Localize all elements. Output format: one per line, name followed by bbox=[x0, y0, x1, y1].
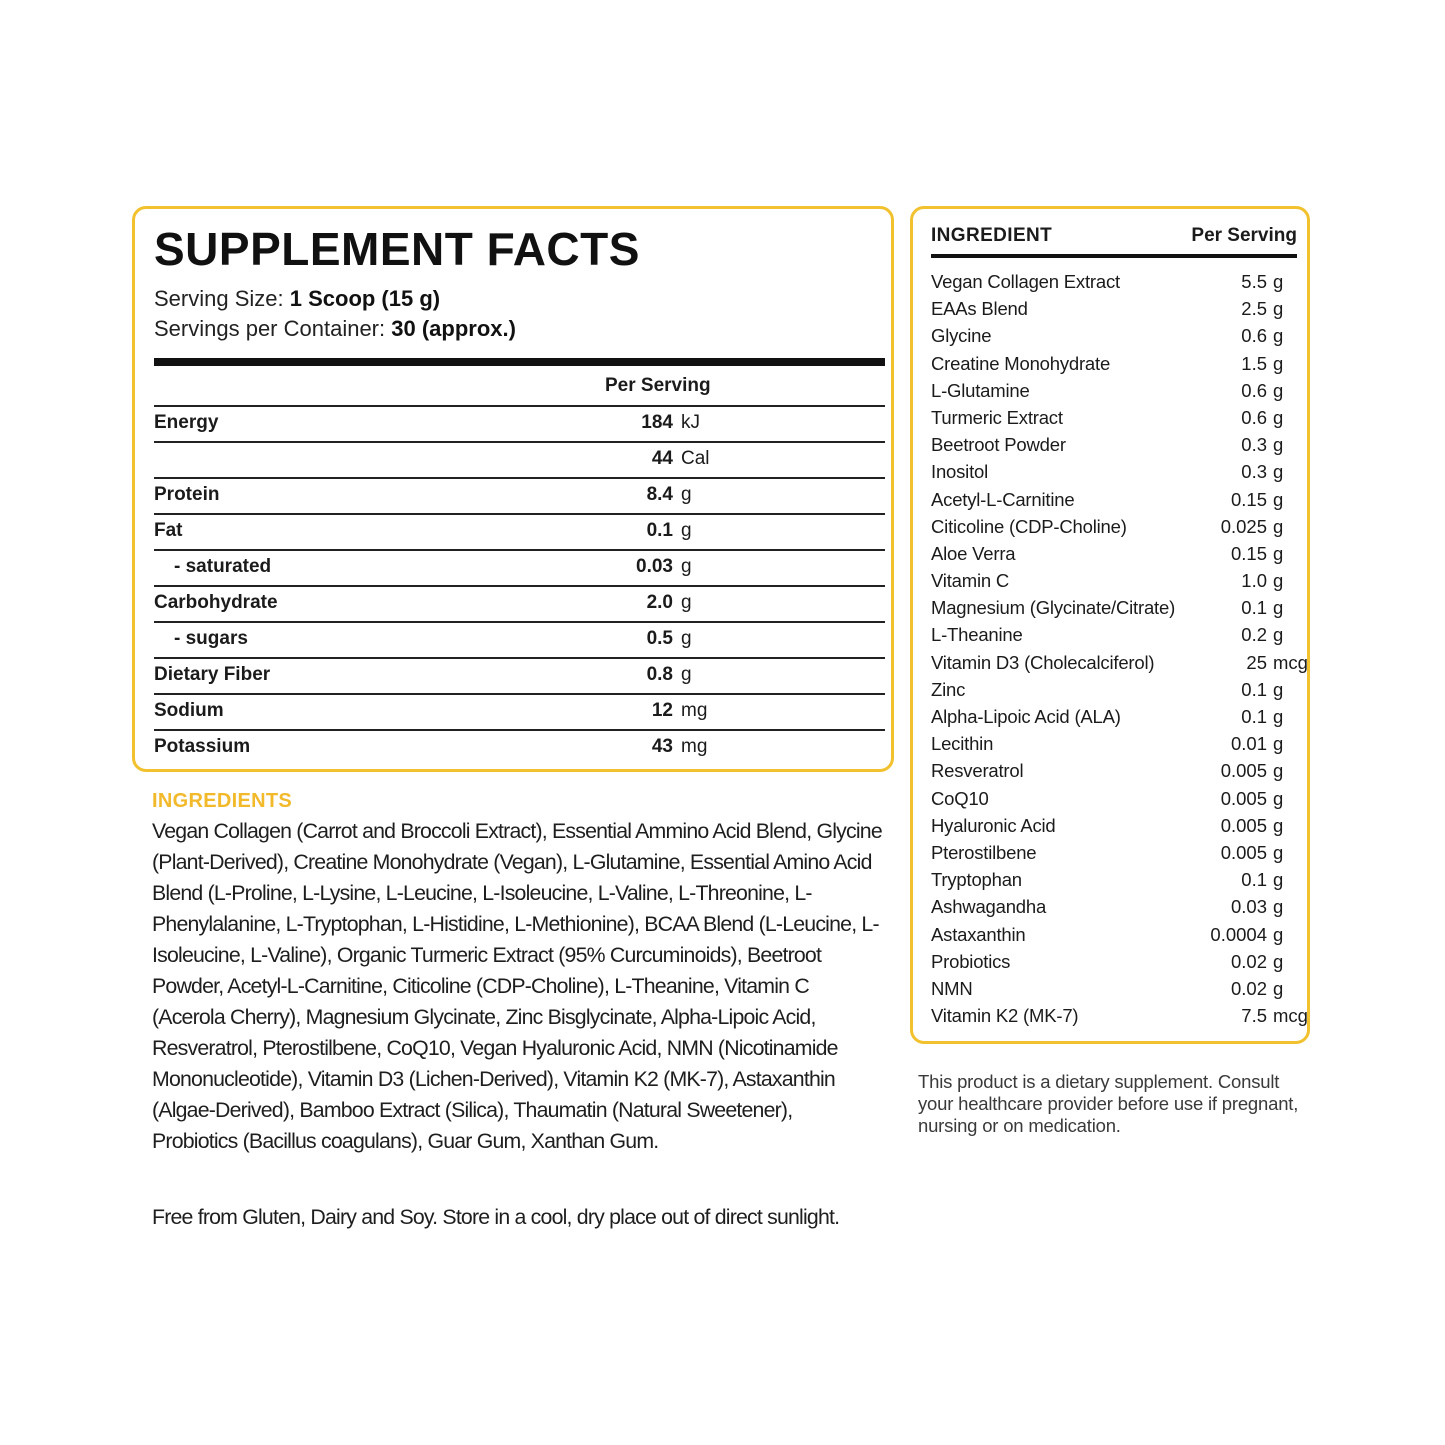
supplement-facts-panel bbox=[132, 206, 894, 772]
nutrition-row bbox=[154, 441, 885, 477]
nutrient-label: - saturated bbox=[174, 556, 272, 577]
ingredient-row bbox=[931, 894, 1301, 921]
nutrient-label: Energy bbox=[154, 412, 219, 433]
ingredient-amount: 0.6 bbox=[1241, 325, 1267, 347]
ingredient-row bbox=[931, 595, 1301, 622]
nutrition-table bbox=[154, 405, 885, 765]
ingredient-table-panel bbox=[910, 206, 1310, 1044]
ingredient-list bbox=[931, 269, 1308, 1030]
ingredient-amount: 0.3 bbox=[1241, 434, 1267, 456]
nutrient-label: Protein bbox=[154, 484, 220, 505]
ingredient-amount: 0.3 bbox=[1241, 461, 1267, 483]
ingredient-amount: 0.1 bbox=[1241, 597, 1267, 619]
ingredient-unit: g bbox=[1273, 379, 1284, 401]
ingredient-unit: g bbox=[1273, 624, 1284, 646]
serving-size-label: Serving Size: bbox=[154, 286, 284, 311]
ingredient-unit: g bbox=[1273, 515, 1284, 537]
ingredient-row bbox=[931, 976, 1301, 1003]
ingredient-row bbox=[931, 1003, 1308, 1030]
nutrient-label: Dietary Fiber bbox=[154, 664, 271, 685]
ingredient-unit: g bbox=[1273, 733, 1284, 755]
serving-size-value: 1 Scoop (15 g) bbox=[289, 286, 441, 311]
nutrient-unit: g bbox=[681, 556, 692, 577]
ingredient-name: Vitamin D3 (Cholecalciferol) bbox=[931, 651, 1155, 673]
ingredient-amount: 0.15 bbox=[1230, 488, 1267, 510]
nutrient-label: Potassium bbox=[154, 736, 251, 757]
ingredient-unit: g bbox=[1273, 325, 1284, 347]
ingredient-row bbox=[931, 269, 1301, 296]
ingredient-amount: 0.005 bbox=[1220, 841, 1267, 863]
ingredient-unit: g bbox=[1273, 434, 1284, 456]
ingredient-amount: 0.02 bbox=[1230, 950, 1267, 972]
disclaimer-note: This product is a dietary supplement. Consult your healthcare provider before use if pregnant, nursing or on medication. bbox=[918, 1071, 1299, 1136]
page-title: SUPPLEMENT FACTS bbox=[154, 223, 640, 275]
ingredient-name: Acetyl-L-Carnitine bbox=[931, 488, 1075, 510]
nutrition-row bbox=[154, 657, 885, 693]
ingredient-row bbox=[931, 758, 1301, 785]
ingredient-unit: g bbox=[1273, 950, 1284, 972]
nutrient-unit: g bbox=[681, 628, 692, 649]
ingredient-row bbox=[931, 867, 1301, 894]
ingredient-amount: 0.1 bbox=[1241, 869, 1267, 891]
ingredient-amount: 0.025 bbox=[1220, 515, 1267, 537]
ingredient-name: Probiotics bbox=[931, 950, 1011, 972]
ingredient-row bbox=[931, 405, 1301, 432]
ingredient-unit: g bbox=[1273, 570, 1284, 592]
ingredient-name: Hyaluronic Acid bbox=[931, 814, 1056, 836]
ingredient-row bbox=[931, 840, 1301, 867]
ingredient-name: CoQ10 bbox=[931, 787, 989, 809]
ingredient-name: Creatine Monohydrate bbox=[931, 352, 1111, 374]
nutrient-unit: Cal bbox=[681, 448, 710, 469]
ingredient-row bbox=[931, 731, 1301, 758]
nutrient-value: 0.8 bbox=[646, 664, 673, 685]
ingredient-row bbox=[931, 432, 1301, 459]
ingredient-name: Vitamin K2 (MK-7) bbox=[931, 1005, 1079, 1027]
ingredient-row bbox=[931, 487, 1301, 514]
ingredient-amount: 1.5 bbox=[1241, 352, 1267, 374]
ingredient-unit: g bbox=[1273, 787, 1284, 809]
nutrient-unit: kJ bbox=[681, 412, 700, 433]
ingredient-unit: mcg bbox=[1273, 651, 1308, 673]
nutrition-row bbox=[154, 621, 885, 657]
ingredient-amount: 0.005 bbox=[1220, 787, 1267, 809]
ingredient-name: Pterostilbene bbox=[931, 841, 1037, 863]
ingredient-unit: g bbox=[1273, 869, 1284, 891]
per-serving-column-header: Per Serving bbox=[1191, 225, 1297, 246]
ingredient-row bbox=[931, 949, 1301, 976]
ingredient-amount: 25 bbox=[1246, 651, 1267, 673]
ingredient-unit: g bbox=[1273, 542, 1284, 564]
ingredient-amount: 0.15 bbox=[1230, 542, 1267, 564]
nutrient-value: 12 bbox=[651, 700, 673, 721]
ingredient-amount: 0.6 bbox=[1241, 406, 1267, 428]
nutrient-value: 44 bbox=[651, 448, 673, 469]
ingredient-amount: 0.02 bbox=[1230, 977, 1267, 999]
ingredient-row bbox=[931, 786, 1301, 813]
ingredient-amount: 5.5 bbox=[1241, 271, 1267, 292]
ingredient-amount: 0.005 bbox=[1220, 814, 1267, 836]
nutrition-row bbox=[154, 477, 885, 513]
serving-size bbox=[154, 286, 440, 312]
ingredient-row bbox=[931, 922, 1301, 949]
ingredient-unit: g bbox=[1273, 488, 1284, 510]
servings-value: 30 (approx.) bbox=[391, 316, 516, 341]
ingredient-name: L-Glutamine bbox=[931, 379, 1030, 401]
nutrient-label: Sodium bbox=[154, 700, 224, 721]
ingredient-name: Beetroot Powder bbox=[931, 434, 1066, 456]
ingredient-unit: g bbox=[1273, 706, 1284, 727]
ingredient-row bbox=[931, 351, 1301, 378]
nutrient-label: Carbohydrate bbox=[154, 592, 278, 613]
ingredient-unit: g bbox=[1273, 597, 1284, 619]
ingredient-unit: g bbox=[1273, 841, 1284, 863]
ingredient-row bbox=[931, 622, 1301, 649]
ingredient-name: Alpha-Lipoic Acid (ALA) bbox=[931, 706, 1121, 727]
ingredient-name: Inositol bbox=[931, 461, 989, 483]
ingredient-unit: g bbox=[1273, 352, 1284, 374]
ingredient-row bbox=[931, 323, 1301, 350]
ingredient-unit: g bbox=[1273, 678, 1284, 700]
ingredient-row bbox=[931, 378, 1301, 405]
divider bbox=[154, 358, 885, 366]
ingredient-amount: 0.03 bbox=[1230, 896, 1267, 918]
ingredient-name: Vitamin C bbox=[931, 570, 1010, 592]
nutrition-row bbox=[154, 549, 885, 585]
ingredient-name: Zinc bbox=[931, 678, 966, 700]
ingredient-name: Resveratrol bbox=[931, 760, 1024, 782]
ingredient-unit: g bbox=[1273, 814, 1284, 836]
nutrient-label: Fat bbox=[154, 520, 183, 541]
servings-label: Servings per Container: bbox=[154, 316, 386, 341]
ingredient-unit: g bbox=[1273, 923, 1284, 945]
divider bbox=[931, 254, 1297, 258]
ingredient-name: Astaxanthin bbox=[931, 923, 1026, 945]
ingredient-amount: 0.1 bbox=[1241, 706, 1267, 727]
nutrient-unit: g bbox=[681, 520, 692, 541]
ingredients-heading: INGREDIENTS bbox=[152, 790, 292, 812]
per-serving-header: Per Serving bbox=[605, 375, 711, 396]
ingredient-amount: 0.0004 bbox=[1210, 923, 1267, 945]
nutrient-unit: g bbox=[681, 484, 692, 505]
ingredient-name: Turmeric Extract bbox=[931, 406, 1063, 428]
ingredient-unit: g bbox=[1273, 896, 1284, 918]
ingredient-name: Aloe Verra bbox=[931, 542, 1016, 564]
ingredient-name: Citicoline (CDP-Choline) bbox=[931, 515, 1127, 537]
ingredient-amount: 0.005 bbox=[1220, 760, 1267, 782]
ingredient-row bbox=[931, 704, 1301, 731]
storage-text: Free from Gluten, Dairy and Soy. Store in a cool, dry place out of direct sunlight. bbox=[152, 1205, 840, 1229]
ingredient-row bbox=[931, 514, 1301, 541]
ingredient-row bbox=[931, 541, 1301, 568]
ingredient-unit: g bbox=[1273, 298, 1284, 320]
ingredient-unit: g bbox=[1273, 271, 1284, 292]
ingredient-amount: 0.2 bbox=[1241, 624, 1267, 646]
nutrient-value: 0.1 bbox=[646, 520, 673, 541]
ingredient-name: EAAs Blend bbox=[931, 298, 1028, 320]
ingredient-amount: 0.6 bbox=[1241, 379, 1267, 401]
ingredient-unit: g bbox=[1273, 760, 1284, 782]
nutrition-row bbox=[154, 729, 885, 765]
ingredients-text: Vegan Collagen (Carrot and Broccoli Extract), Essential Ammino Acid Blend, Glycine (Plant-Derived), Creatine Monohydrate (Vegan), L-Glutamine, Essential Amino Acid Blend (L-Proline, L-Lysine, L-Leucine, L-Isoleucine, L-Valine, L-Threonine, L-Phenylalanine, L-Tryptophan, L-Histidine, L-Methionine), BCAA Blend (L-Leucine, L-Isoleucine, L-Valine), Organic Turmeric Extract (95% Curcuminoids), Beetroot Powder, Acetyl-L-Carnitine, Citicoline (CDP-Choline), L-Theanine, Vitamin C (Acerola Cherry), Magnesium Glycinate, Zinc Bisglycinate, Alpha-Lipoic Acid, Resveratrol, Pterostilbene, CoQ10, Vegan Hyaluronic Acid, NMN (Nicotinamide Mononucleotide), Vitamin D3 (Lichen-Derived), Vitamin K2 (MK-7), Astaxanthin (Algae-Derived), Bamboo Extract (Silica), Thaumatin (Natural Sweetener), Probiotics (Bacillus coagulans), Guar Gum, Xanthan Gum. bbox=[152, 819, 882, 1153]
nutrient-value: 0.03 bbox=[636, 556, 673, 577]
ingredient-amount: 1.0 bbox=[1241, 570, 1267, 592]
nutrient-unit: mg bbox=[681, 736, 708, 757]
ingredient-amount: 7.5 bbox=[1241, 1005, 1267, 1027]
ingredient-row bbox=[931, 296, 1301, 323]
ingredient-unit: g bbox=[1273, 406, 1284, 428]
ingredient-amount: 0.01 bbox=[1230, 733, 1267, 755]
ingredient-unit: g bbox=[1273, 461, 1284, 483]
nutrition-row bbox=[154, 513, 885, 549]
ingredient-amount: 0.1 bbox=[1241, 678, 1267, 700]
nutrition-row bbox=[154, 405, 885, 441]
nutrient-value: 43 bbox=[651, 736, 673, 757]
nutrient-unit: mg bbox=[681, 700, 708, 721]
ingredient-name: Tryptophan bbox=[931, 869, 1022, 891]
ingredient-unit: g bbox=[1273, 977, 1284, 999]
ingredient-name: L-Theanine bbox=[931, 624, 1023, 646]
ingredient-column-header: INGREDIENT bbox=[931, 225, 1053, 246]
nutrient-unit: g bbox=[681, 664, 692, 685]
ingredient-row bbox=[931, 813, 1301, 840]
ingredient-name: NMN bbox=[931, 977, 973, 999]
nutrient-value: 8.4 bbox=[646, 484, 673, 505]
ingredient-name: Magnesium (Glycinate/Citrate) bbox=[931, 597, 1176, 619]
nutrient-unit: g bbox=[681, 592, 692, 613]
servings-per-container bbox=[154, 316, 516, 342]
nutrient-value: 0.5 bbox=[646, 628, 673, 649]
ingredient-row bbox=[931, 677, 1301, 704]
ingredient-unit: mcg bbox=[1273, 1005, 1308, 1027]
nutrition-row bbox=[154, 585, 885, 621]
ingredient-name: Vegan Collagen Extract bbox=[931, 271, 1120, 292]
ingredient-amount: 2.5 bbox=[1241, 298, 1267, 320]
nutrient-value: 2.0 bbox=[646, 592, 673, 613]
ingredient-row bbox=[931, 459, 1301, 486]
ingredient-row bbox=[931, 568, 1301, 595]
ingredient-name: Glycine bbox=[931, 325, 992, 347]
nutrient-label: - sugars bbox=[174, 628, 248, 649]
ingredient-name: Lecithin bbox=[931, 733, 994, 755]
ingredient-row bbox=[931, 650, 1308, 677]
nutrition-row bbox=[154, 693, 885, 729]
nutrient-value: 184 bbox=[641, 412, 673, 433]
ingredient-name: Ashwagandha bbox=[931, 896, 1047, 918]
